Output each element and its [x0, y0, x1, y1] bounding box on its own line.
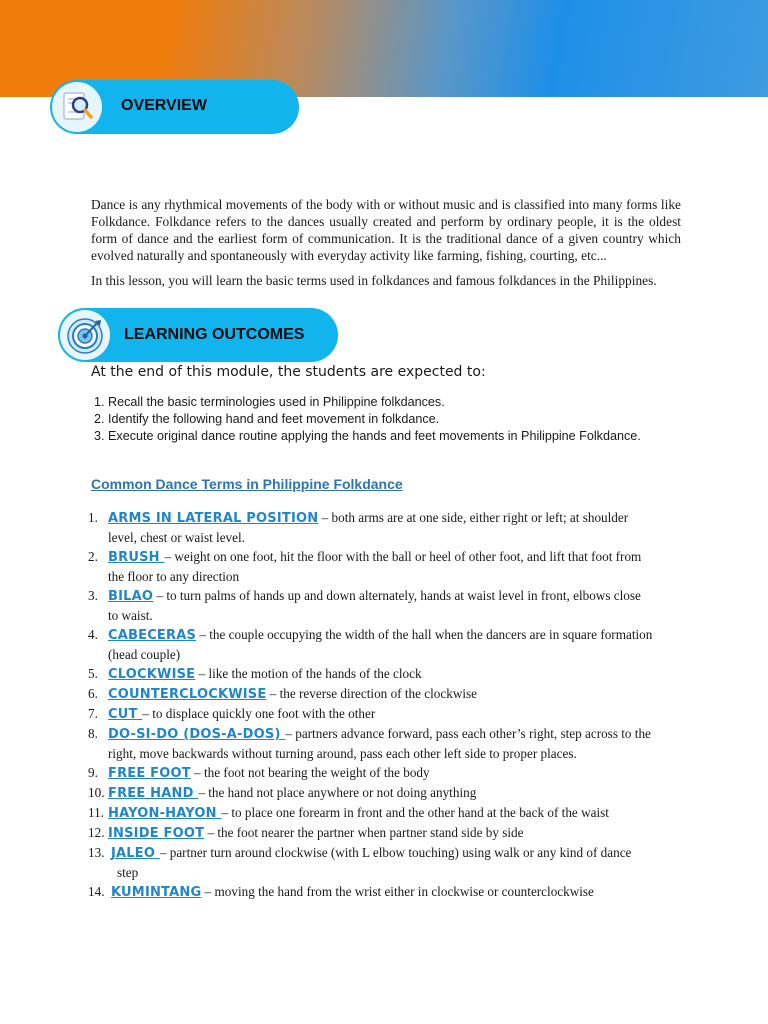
term-description: – the hand not place anywhere or not doing anything	[198, 785, 477, 800]
term-item	[88, 684, 688, 704]
term-name-link[interactable]: INSIDE FOOT	[108, 826, 205, 841]
term-description: – partners advance forward, pass each other’s right, step across to the	[285, 726, 651, 741]
term-number: 14.	[88, 884, 105, 899]
term-number: 13.	[88, 845, 105, 860]
term-item	[88, 882, 688, 902]
term-description-continued: right, move backwards without turning around, pass each other left side to proper places.	[108, 746, 577, 761]
term-name-link[interactable]: CUT	[108, 707, 143, 722]
term-item	[88, 586, 688, 625]
terms-section-title: Common Dance Terms in Philippine Folkdance	[91, 476, 403, 492]
outcomes-list	[94, 394, 684, 444]
term-item	[88, 763, 688, 783]
term-item	[88, 508, 688, 547]
term-description: – to displace quickly one foot with the other	[142, 706, 376, 721]
term-description-continued: step	[117, 865, 139, 880]
term-description: – the couple occupying the width of the hall when the dancers are in square formation	[196, 627, 653, 642]
term-name-link[interactable]: DO-SI-DO (DOS-A-DOS)	[108, 727, 286, 742]
term-number: 2.	[88, 549, 98, 564]
term-item	[88, 664, 688, 684]
outcome-item: 1. Recall the basic terminologies used in Philippine folkdances.	[94, 395, 445, 409]
term-name-link[interactable]: ARMS IN LATERAL POSITION	[108, 511, 319, 526]
term-item	[88, 704, 688, 724]
term-description: – to place one forearm in front and the other hand at the back of the waist	[221, 805, 609, 820]
term-description: – like the motion of the hands of the clock	[195, 666, 422, 681]
term-number: 9.	[88, 765, 98, 780]
term-number: 11.	[88, 805, 104, 820]
term-number: 3.	[88, 588, 98, 603]
term-description-continued: level, chest or waist level.	[108, 530, 245, 545]
term-description: – the foot nearer the partner when partner stand side by side	[204, 825, 524, 840]
term-item	[88, 823, 688, 843]
term-number: 10.	[88, 785, 105, 800]
term-name-link[interactable]: HAYON-HAYON	[108, 806, 222, 821]
term-item	[88, 843, 688, 882]
term-item	[88, 783, 688, 803]
term-item	[88, 724, 688, 763]
term-name-link[interactable]: FREE HAND	[108, 786, 199, 801]
term-description: – weight on one foot, hit the floor with the ball or heel of other foot, and lift that foot from	[164, 549, 642, 564]
outcomes-intro: At the end of this module, the students are expected to:	[91, 364, 486, 380]
overview-title: OVERVIEW	[121, 97, 207, 114]
term-name-link[interactable]: FREE FOOT	[108, 766, 191, 781]
term-item	[88, 547, 688, 586]
outcome-item: 2. Identify the following hand and feet movement in folkdance.	[94, 411, 440, 426]
outcomes-title: LEARNING OUTCOMES	[124, 326, 305, 343]
term-name-link[interactable]: CABECERAS	[108, 628, 197, 643]
term-number: 5.	[88, 666, 98, 681]
term-description-continued: the floor to any direction	[108, 569, 240, 584]
term-description: – the foot not bearing the weight of the body	[190, 765, 430, 780]
terms-list	[88, 508, 688, 902]
term-description-continued: to waist.	[108, 608, 153, 623]
term-name-link[interactable]: COUNTERCLOCKWISE	[108, 687, 267, 702]
target-arrow-icon	[60, 310, 110, 360]
term-item	[88, 625, 688, 664]
term-name-link[interactable]: BILAO	[108, 589, 154, 604]
term-number: 6.	[88, 686, 98, 701]
term-description: – moving the hand from the wrist either in clockwise or counterclockwise	[201, 884, 594, 899]
term-name-link[interactable]: JALEO	[111, 846, 160, 861]
term-number: 8.	[88, 726, 98, 741]
outcome-item: 3. Execute original dance routine applying the hands and feet movements in Philippine Folkdance.	[94, 428, 641, 443]
term-number: 7.	[88, 706, 98, 721]
overview-paragraph-2: In this lesson, you will learn the basic terms used in folkdances and famous folkdances in the Philippines.	[91, 273, 657, 288]
term-name-link[interactable]: BRUSH	[108, 550, 165, 565]
overview-paragraph-1: Dance is any rhythmical movements of the body with or without music and is classified into many forms like Folkdance. Folkdance refers to the dances usually created and perform by ordinary people, it is the oldest form of dance and the earliest form of communication. It is the traditional dance of a given country which evolved naturally and spontaneously with everyday activity like farming, fishing, courting, etc...	[91, 197, 681, 263]
term-description-continued: (head couple)	[108, 647, 181, 662]
term-name-link[interactable]: CLOCKWISE	[108, 667, 196, 682]
term-number: 1.	[88, 510, 98, 525]
term-description: – the reverse direction of the clockwise	[266, 686, 477, 701]
term-item	[88, 803, 688, 823]
term-number: 12.	[88, 825, 105, 840]
term-name-link[interactable]: KUMINTANG	[111, 885, 202, 900]
term-description: – partner turn around clockwise (with L elbow touching) using walk or any kind of dance	[159, 845, 632, 860]
term-number: 4.	[88, 627, 98, 642]
term-description: – to turn palms of hands up and down alternately, hands at waist level in front, elbows close	[153, 588, 641, 603]
magnifier-document-icon	[52, 82, 102, 132]
term-description: – both arms are at one side, either right or left; at shoulder	[318, 510, 629, 525]
